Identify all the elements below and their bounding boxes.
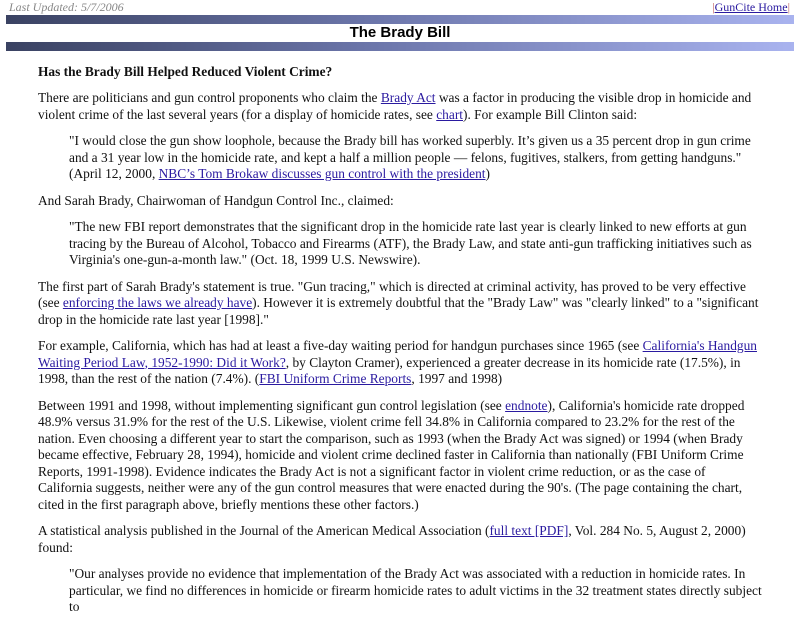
text: The first part of Sarah Brady's statement is true. "Gun tracing," which is directed at criminal activity, has proved to be very effective (see bbox=[38, 278, 746, 310]
last-updated: Last Updated: 5/7/2006 bbox=[9, 0, 124, 14]
paragraph-sarah-brady: And Sarah Brady, Chairwoman of Handgun Control Inc., claimed: bbox=[38, 192, 394, 208]
chart-link[interactable]: chart bbox=[436, 106, 463, 122]
home-nav bbox=[712, 0, 790, 15]
title-band-top bbox=[6, 15, 794, 24]
quote-jama: "Our analyses provide no evidence that implementation of the Brady Act was associated with a reduction in homicide rates. In particular, we find no differences in homicide or firearm homicide rates to adult victims in the 32 treatment states directly subject to bbox=[69, 566, 762, 614]
text: ), California's homicide rate dropped 48.9% versus 31.9% for the rest of the U.S. Likewise, violent crime fell 34.8% in California compared to 23.2% for the rest of the nation. Even choosing a different year to start the comparison, such as 1993 (when the Brady Act was signed) or 1994 (when Brady became effective, February 28, 1994), homicide and violent crime declined faster in California than nationally (FBI Uniform Crime Reports, 1991-1998). Evidence indicates the Brady Act is not a significant factor in violent crime reduction, or as the case of California suggests, neither were any of the gun control measures that were enacted during the 90's. (The page containing the chart, cited in the first paragraph above, briefly mentions these other factors.) bbox=[38, 397, 745, 512]
bracket-right: | bbox=[787, 0, 790, 14]
text: was a factor in producing the visible drop in homicide and violent crime of the last several years (for a display of homicide rates, see bbox=[38, 90, 752, 122]
text: A statistical analysis published in the Journal of the American Medical Association ( bbox=[38, 523, 490, 538]
fbi-ucr-link[interactable]: FBI Uniform Crime Reports bbox=[259, 371, 412, 386]
text: ). However it is extremely doubtful that the "Brady Law" was "clearly linked" to a "significant drop in the homicide rate last year [1998]." bbox=[38, 295, 759, 327]
brady-act-link[interactable]: Brady Act bbox=[380, 90, 436, 105]
text: Between 1991 and 1998, without implementing significant gun control legislation (see bbox=[38, 397, 506, 413]
text: There are politicians and gun control proponents who claim the bbox=[38, 90, 381, 105]
article-body bbox=[38, 64, 762, 626]
enforcing-laws-link[interactable]: enforcing the laws we already have bbox=[62, 295, 253, 310]
nbc-brokaw-link[interactable]: NBC’s Tom Brokaw discusses gun control with the president bbox=[158, 166, 486, 181]
text: , Vol. 284 No. 5, August 2, 2000) found: bbox=[38, 523, 746, 555]
paragraph-california bbox=[38, 338, 762, 388]
article-heading: Has the Brady Bill Helped Reduced Violent Crime? bbox=[38, 64, 333, 79]
california-waiting-period-link[interactable]: California's Handgun Waiting Period Law, 1952-1990: Did it Work? bbox=[38, 338, 757, 370]
full-text-pdf-link[interactable]: full text [PDF] bbox=[489, 523, 569, 538]
page-title: The Brady Bill bbox=[349, 24, 451, 41]
text: For example, California, which has had at least a five-day waiting period for handgun purchases since 1965 (see bbox=[38, 338, 643, 353]
bracket-left: | bbox=[712, 0, 715, 14]
guncite-home-link[interactable]: GunCite Home bbox=[714, 0, 788, 14]
title-band-bottom bbox=[6, 42, 794, 51]
paragraph-intro bbox=[38, 90, 762, 123]
text: , by Clayton Cramer), experienced a greater decrease in its homicide rate (17.5%), in 1998, than the rest of the nation (7.4%). ( bbox=[38, 354, 741, 386]
paragraph-1991-1998 bbox=[38, 398, 762, 514]
text: "I would close the gun show loophole, because the Brady bill has worked superbly. It’s given us a 35 percent drop in gun crime and a 31 year low in the homicide rate, and kept a half a million people — felons, fugitives, stalkers, from getting handguns." (April 12, 2000, bbox=[69, 133, 751, 181]
paragraph-jama bbox=[38, 523, 762, 556]
quote-sarah-brady: "The new FBI report demonstrates that the significant drop in the homicide rate last year is clearly linked to new efforts at gun tracing by the Bureau of Alcohol, Tobacco and Firearms (ATF), the Brady Law, and state anti-gun trafficking initiatives such as Virginia's one-gun-a-month law." (Oct. 18, 1999 U.S. Newswire). bbox=[69, 219, 752, 267]
text: ). For example Bill Clinton said: bbox=[463, 106, 638, 122]
quote-clinton bbox=[69, 133, 762, 183]
endnote-link[interactable]: endnote bbox=[505, 397, 548, 413]
text: , 1997 and 1998) bbox=[411, 371, 503, 386]
paragraph-gun-tracing bbox=[38, 279, 762, 329]
top-line bbox=[0, 0, 800, 14]
text: ) bbox=[485, 166, 490, 181]
